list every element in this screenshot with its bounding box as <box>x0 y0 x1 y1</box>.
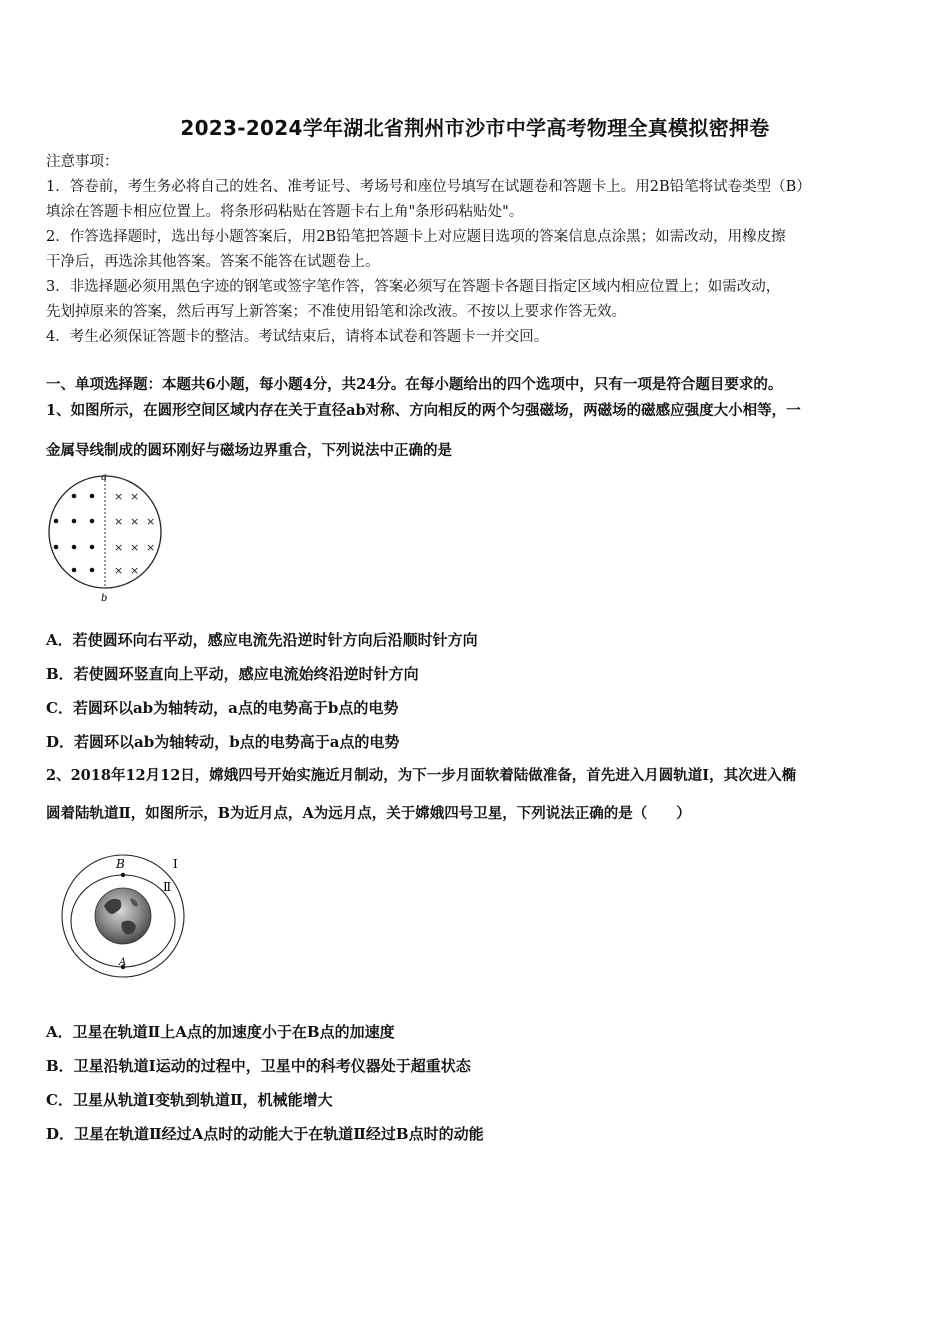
svg-text:×: × <box>146 515 156 528</box>
page-title: 2023-2024学年湖北省荆州市沙市中学高考物理全真模拟密押卷 <box>180 116 770 140</box>
svg-text:×: × <box>114 490 124 503</box>
q2-option-d: D．卫星在轨道Ⅱ经过A点时的动能大于在轨道Ⅱ经过B点时的动能 <box>46 1125 484 1143</box>
notice-line: 1．答卷前，考生务必将自己的姓名、准考证号、考场号和座位号填写在试题卷和答题卡上。用2B铅笔将试卷类型（B） <box>46 179 811 195</box>
q1-label-a: a <box>101 472 107 483</box>
q1-option-b: B．若使圆环竖直向上平动，感应电流始终沿逆时针方向 <box>46 665 419 683</box>
q2-label-orbit-I: Ⅰ <box>173 857 178 871</box>
notice-line: 3．非选择题必须用黑色字迹的钢笔或签字笔作答，答案必须写在答题卡各题目指定区域内相应位置上；如需改动， <box>46 279 781 295</box>
q2-option-a: A．卫星在轨道Ⅱ上A点的加速度小于在B点的加速度 <box>46 1023 395 1041</box>
svg-text:×: × <box>130 564 140 577</box>
moon-icon <box>95 888 151 944</box>
q2-label-B: B <box>116 857 125 871</box>
q2-label-A: A <box>119 957 127 968</box>
notice-line: 填涂在答题卡相应位置上。将条形码粘贴在答题卡右上角"条形码粘贴处"。 <box>46 204 524 220</box>
q1-option-d: D．若圆环以ab为轴转动，b点的电势高于a点的电势 <box>46 733 400 751</box>
q1-option-a: A．若使圆环向右平动，感应电流先沿逆时针方向后沿顺时针方向 <box>46 631 478 649</box>
section-heading: 一、单项选择题：本题共6小题，每小题4分，共24分。在每小题给出的四个选项中，只有一项是符合题目要求的。 <box>46 376 783 393</box>
q2-stem-line2: 圆着陆轨道Ⅱ，如图所示，B为近月点，A为远月点，关于嫦娥四号卫星，下列说法正确的是（ ） <box>46 805 691 822</box>
q2-stem-line1: 2、2018年12月12日，嫦娥四号开始实施近月制动，为下一步月面软着陆做准备，首先进入月圆轨道Ⅰ，其次进入椭 <box>46 767 797 784</box>
q2-orbit-figure <box>56 850 196 980</box>
q1-magnetic-field-figure <box>44 470 170 610</box>
svg-text:×: × <box>130 541 140 554</box>
notice-heading: 注意事项： <box>46 154 119 170</box>
notice-line: 先划掉原来的答案，然后再写上新答案；不准使用铅笔和涂改液。不按以上要求作答无效。 <box>46 304 626 320</box>
notice-line: 2．作答选择题时，选出每小题答案后，用2B铅笔把答题卡上对应题目选项的答案信息点涂黑；如需改动，用橡皮擦 <box>46 229 786 245</box>
notice-line: 4．考生必须保证答题卡的整洁。考试结束后，请将本试卷和答题卡一并交回。 <box>46 329 549 345</box>
q2-label-orbit-II: Ⅱ <box>163 880 172 894</box>
svg-text:×: × <box>146 541 156 554</box>
svg-text:×: × <box>114 515 124 528</box>
svg-text:×: × <box>114 564 124 577</box>
q1-label-b: b <box>101 593 108 604</box>
svg-text:×: × <box>130 515 140 528</box>
q1-stem-line2: 金属导线制成的圆环刚好与磁场边界重合，下列说法中正确的是 <box>46 442 452 459</box>
q1-stem-line1: 1、如图所示，在圆形空间区域内存在关于直径ab对称、方向相反的两个匀强磁场，两磁场的磁感应强度大小相等，一 <box>46 402 801 419</box>
svg-text:×: × <box>114 541 124 554</box>
q2-option-c: C．卫星从轨道Ⅰ变轨到轨道Ⅱ，机械能增大 <box>46 1091 333 1109</box>
q2-option-b: B．卫星沿轨道Ⅰ运动的过程中，卫星中的科考仪器处于超重状态 <box>46 1057 471 1075</box>
notice-line: 干净后，再选涂其他答案。答案不能答在试题卷上。 <box>46 254 380 270</box>
q1-option-c: C．若圆环以ab为轴转动，a点的电势高于b点的电势 <box>46 699 399 717</box>
svg-text:×: × <box>130 490 140 503</box>
